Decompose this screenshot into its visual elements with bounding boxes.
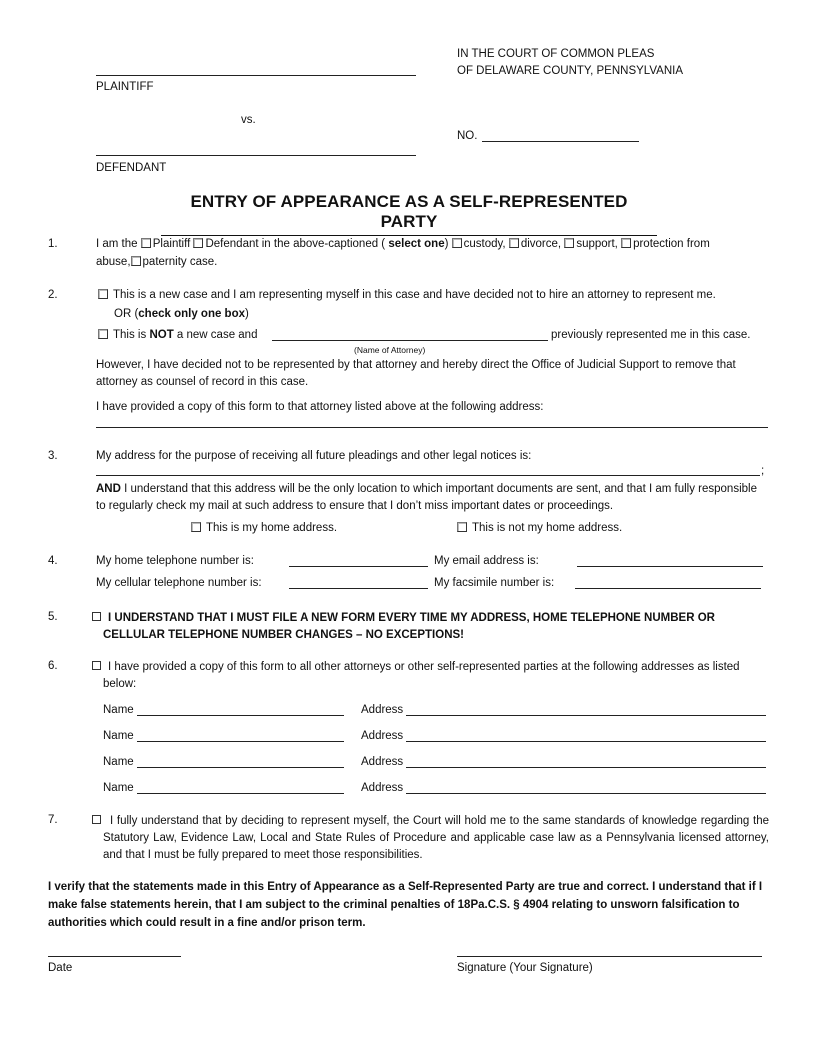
date-line[interactable] xyxy=(48,956,181,957)
custody-checkbox[interactable] xyxy=(452,238,462,248)
select-one-note: select one xyxy=(388,238,445,250)
page-title: ENTRY OF APPEARANCE AS A SELF-REPRESENTED PARTY xyxy=(161,192,657,236)
party-2-name-line[interactable] xyxy=(137,741,344,742)
item-6-number: 6. xyxy=(48,660,58,672)
protection-option: protection from xyxy=(633,238,710,250)
new-case-text: This is a new case and I am representing myself in this case and have decided not to hire an attorney to represent me. xyxy=(113,289,716,301)
item-7-checkbox[interactable] xyxy=(92,815,101,824)
not-home-address-option xyxy=(457,521,622,535)
plaintiff-line[interactable] xyxy=(96,75,416,76)
defendant-checkbox[interactable] xyxy=(193,238,203,248)
fax-label: My facsimile number is: xyxy=(434,577,555,589)
signature-line[interactable] xyxy=(457,956,762,957)
check-only-note: check only one box xyxy=(138,308,246,320)
case-number-label: NO. xyxy=(457,130,478,142)
party-1-address-label: Address xyxy=(361,704,404,716)
plaintiff-checkbox[interactable] xyxy=(141,238,151,248)
verification-statement: I verify that the statements made in this Entry of Appearance as a Self-Represented Party are true and correct. I understand that if I make false statements herein, that I am subject to the criminal penalties of 18Pa.C.S. § 4904 relating to unsworn falsification to authorities which could result in a fine and/or prison term. xyxy=(48,881,763,929)
item-1-lead: I am the xyxy=(96,238,138,250)
home-address-label: This is my home address. xyxy=(206,522,338,534)
item-6-text: I have provided a copy of this form to all other attorneys or other self-represented parties at the following addresses as listed below: xyxy=(103,661,740,690)
attorney-name-caption: (Name of Attorney) xyxy=(354,345,426,355)
home-phone-line[interactable] xyxy=(289,566,428,567)
not-new-case-checkbox[interactable] xyxy=(98,329,108,339)
item-7-text: I fully understand that by deciding to represent myself, the Court will hold me to the same standards of knowledge regarding the Statutory Law, Evidence Law, Local and State Rules of Procedure and applicable case law as a Pennsylvania licensed attorney, and that I must be fully prepared to meet those responsibilities. xyxy=(103,815,769,861)
fax-line[interactable] xyxy=(575,588,761,589)
not-emphasis: NOT xyxy=(149,329,174,341)
new-case-and-text: a new case and xyxy=(176,329,258,341)
previously-text: previously represented me in this case. xyxy=(551,329,751,341)
support-checkbox[interactable] xyxy=(564,238,574,248)
email-line[interactable] xyxy=(577,566,763,567)
court-county: OF DELAWARE COUNTY, PENNSYLVANIA xyxy=(457,65,684,77)
party-4-name-line[interactable] xyxy=(137,793,344,794)
not-home-address-label: This is not my home address. xyxy=(472,522,623,534)
however-text: However, I have decided not to be represented by that attorney and hereby direct the Office of Judicial Support to remove that attorney as counsel of record in this case. xyxy=(96,359,736,388)
item-2-new-case xyxy=(98,288,716,302)
party-1-address-line[interactable] xyxy=(406,715,766,716)
close-paren: ) xyxy=(444,238,449,250)
case-number-line[interactable] xyxy=(482,141,639,142)
party-2-address-label: Address xyxy=(361,730,404,742)
address-understand xyxy=(96,481,768,515)
this-is-text: This is xyxy=(113,329,147,341)
custody-option: custody, xyxy=(463,238,506,250)
cell-phone-line[interactable] xyxy=(289,588,428,589)
party-3-address-line[interactable] xyxy=(406,767,766,768)
new-case-checkbox[interactable] xyxy=(98,289,108,299)
party-4-address-label: Address xyxy=(361,782,404,794)
item-5-checkbox[interactable] xyxy=(92,612,101,621)
home-phone-label: My home telephone number is: xyxy=(96,555,254,567)
party-4-address-line[interactable] xyxy=(406,793,766,794)
party-3-name-line[interactable] xyxy=(137,767,344,768)
item-1-line2 xyxy=(96,255,217,269)
item-4-number: 4. xyxy=(48,555,58,567)
item-7-number: 7. xyxy=(48,814,58,826)
court-name: IN THE COURT OF COMMON PLEAS xyxy=(457,48,655,60)
address-intro: My address for the purpose of receiving all future pleadings and other legal notices is: xyxy=(96,450,532,462)
date-label: Date xyxy=(48,962,73,974)
abuse-option: abuse, xyxy=(96,256,131,268)
and-emphasis: AND xyxy=(96,483,121,495)
or-suffix: ) xyxy=(245,308,249,320)
item-2-number: 2. xyxy=(48,289,58,301)
protection-checkbox[interactable] xyxy=(621,238,631,248)
item-1-line1 xyxy=(96,237,710,251)
paternity-option: paternity case. xyxy=(142,256,218,268)
party-3-address-label: Address xyxy=(361,756,404,768)
my-address-line[interactable] xyxy=(96,475,760,476)
item-1-number: 1. xyxy=(48,238,58,250)
versus-label: vs. xyxy=(241,114,256,126)
not-home-address-checkbox[interactable] xyxy=(457,522,467,532)
item-2-not-new xyxy=(98,328,257,342)
party-2-name-label: Name xyxy=(103,730,134,742)
home-address-option xyxy=(191,521,337,535)
divorce-checkbox[interactable] xyxy=(509,238,519,248)
party-3-name-label: Name xyxy=(103,756,134,768)
cell-phone-label: My cellular telephone number is: xyxy=(96,577,262,589)
item-6-checkbox[interactable] xyxy=(92,661,101,670)
or-prefix: OR ( xyxy=(114,308,139,320)
item-3-number: 3. xyxy=(48,450,58,462)
party-1-name-line[interactable] xyxy=(137,715,344,716)
email-label: My email address is: xyxy=(434,555,539,567)
item-2-or xyxy=(114,307,249,321)
item-5-text: I UNDERSTAND THAT I MUST FILE A NEW FORM EVERY TIME MY ADDRESS, HOME TELEPHONE NUMBER OR CELLULAR TELEPHONE NUMBER CHANGES – NO EXCEPTIONS! xyxy=(103,612,715,641)
defendant-option: Defendant in the above-captioned ( xyxy=(205,238,386,250)
party-1-name-label: Name xyxy=(103,704,134,716)
attorney-name-line[interactable] xyxy=(272,340,548,341)
party-2-address-line[interactable] xyxy=(406,741,766,742)
signature-label: Signature (Your Signature) xyxy=(457,962,593,974)
support-option: support, xyxy=(576,238,618,250)
plaintiff-label: PLAINTIFF xyxy=(96,81,154,93)
divorce-option: divorce, xyxy=(520,238,562,250)
home-address-checkbox[interactable] xyxy=(191,522,201,532)
address-semicolon: ; xyxy=(761,465,765,477)
defendant-line[interactable] xyxy=(96,155,416,156)
paternity-checkbox[interactable] xyxy=(131,256,141,266)
party-4-name-label: Name xyxy=(103,782,134,794)
defendant-label: DEFENDANT xyxy=(96,162,167,174)
attorney-address-line[interactable] xyxy=(96,427,768,428)
copy-provided-text: I have provided a copy of this form to that attorney listed above at the following address: xyxy=(96,401,544,413)
plaintiff-option: Plaintiff xyxy=(152,238,191,250)
understand-text: I understand that this address will be the only location to which important documents are sent, and that I am fully responsible to regularly check my mail at such address to ensure that I don’t miss important dates or proceedings. xyxy=(96,483,757,512)
item-5-number: 5. xyxy=(48,611,58,623)
